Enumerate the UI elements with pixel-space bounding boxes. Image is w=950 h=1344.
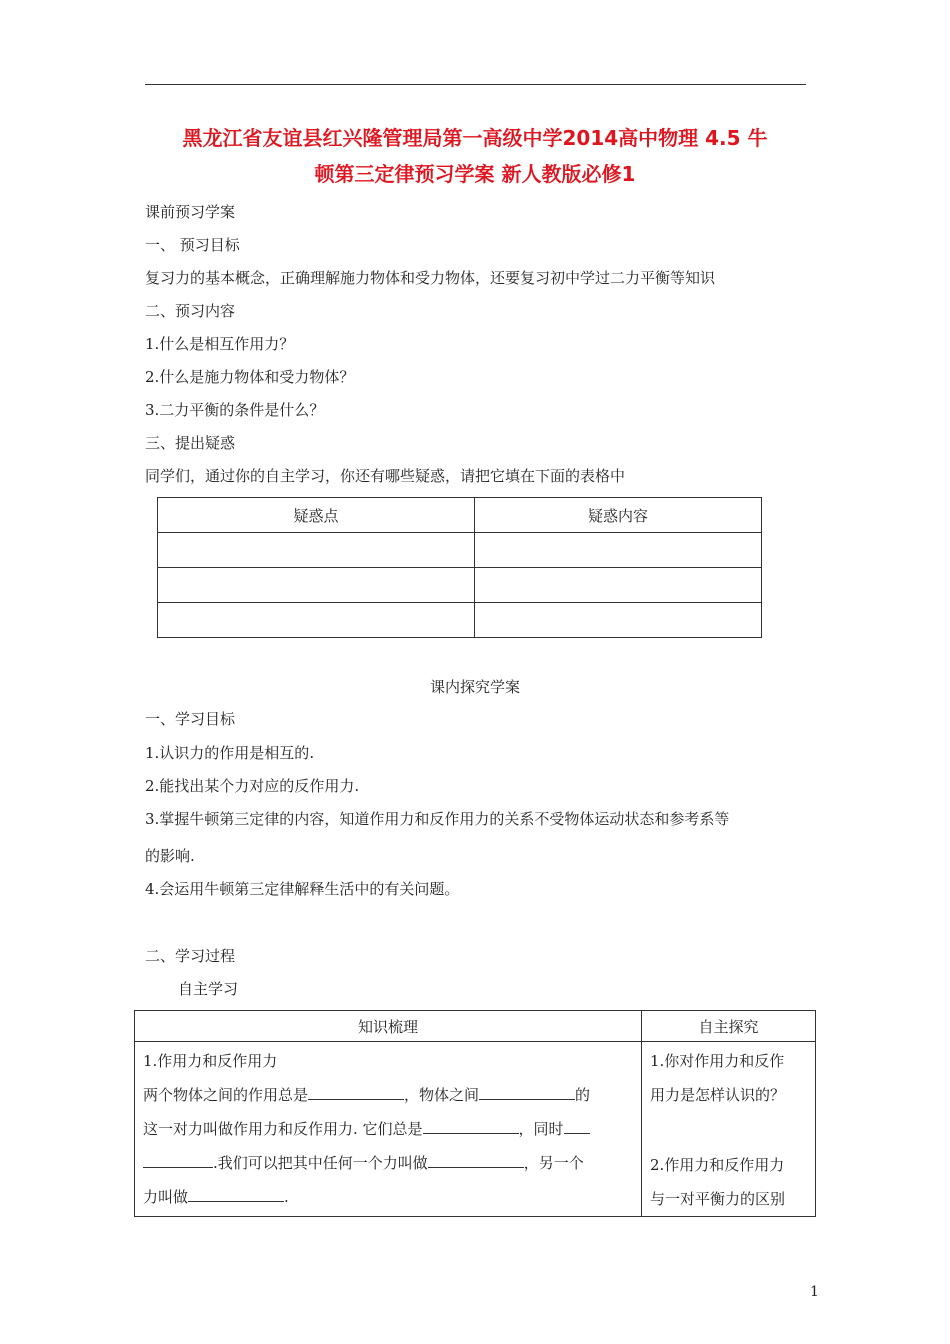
table-header-cell: 疑惑内容 (475, 498, 762, 533)
learning-goal-4: 4.会运用牛顿第三定律解释生活中的有关问题。 (145, 880, 460, 898)
knowledge-line-4: 力叫做 . (143, 1180, 633, 1214)
inquiry-cell (642, 1042, 816, 1217)
inquiry-2-line-2: 与一对平衡力的区别 (650, 1190, 786, 1208)
fill-blank[interactable] (308, 1083, 404, 1100)
page-number: 1 (810, 1284, 819, 1300)
title-line-2: 顿第三定律预习学案 新人教版必修1 (314, 162, 636, 186)
table-header-row (135, 1011, 816, 1042)
section-heading-preview: 课前预习学案 (145, 203, 236, 221)
section-heading-inclass: 课内探究学案 (429, 678, 520, 696)
table-header-row (158, 498, 762, 533)
learning-goals-heading: 一、学习目标 (145, 710, 236, 728)
knowledge-line-2: 这一对力叫做作用力和反作用力. 它们总是 ，同时 (143, 1112, 633, 1146)
question-3: 3.二力平衡的条件是什么？ (145, 401, 325, 419)
learning-goal-3-cont: 的影响. (145, 847, 195, 865)
inquiry-1-line-1: 1.你对作用力和反作 (650, 1052, 785, 1070)
doubts-instruction: 同学们，通过你的自主学习，你还有哪些疑惑，请把它填在下面的表格中 (145, 467, 626, 485)
title-line-1: 黑龙江省友谊县红兴隆管理局第一高级中学2014高中物理 4.5 牛 (182, 126, 768, 150)
knowledge-cell (135, 1042, 642, 1217)
learning-goal-1: 1.认识力的作用是相互的. (145, 744, 315, 762)
top-rule (145, 84, 806, 85)
learning-goal-3: 3.掌握牛顿第三定律的内容，知道作用力和反作用力的关系不受物体运动状态和参考系等 (145, 810, 730, 828)
fill-blank[interactable] (423, 1117, 519, 1134)
table-row (158, 568, 762, 603)
fill-blank[interactable] (428, 1151, 524, 1168)
table-cell[interactable] (158, 568, 475, 603)
question-1: 1.什么是相互作用力？ (145, 335, 295, 353)
table-row (158, 603, 762, 638)
process-heading: 二、学习过程 (145, 947, 236, 965)
fill-blank[interactable] (564, 1117, 590, 1134)
document-title (120, 120, 830, 192)
table-row (158, 533, 762, 568)
knowledge-title: 1.作用力和反作用力 (143, 1052, 278, 1070)
knowledge-line-1: 两个物体之间的作用总是 ，物体之间 的 (143, 1078, 633, 1112)
fill-blank[interactable] (479, 1083, 575, 1100)
fill-blank[interactable] (143, 1151, 213, 1168)
spacer (650, 1112, 807, 1148)
goals-heading: 一、 预习目标 (145, 236, 240, 254)
table-cell[interactable] (475, 533, 762, 568)
table-header-cell: 疑惑点 (158, 498, 475, 533)
content-heading: 二、预习内容 (145, 302, 236, 320)
table-header-cell: 自主探究 (642, 1011, 816, 1042)
table-row (135, 1042, 816, 1217)
doubts-heading: 三、提出疑惑 (145, 434, 236, 452)
fill-blank[interactable] (188, 1185, 284, 1202)
learning-goal-2: 2.能找出某个力对应的反作用力. (145, 777, 360, 795)
table-cell[interactable] (158, 603, 475, 638)
self-study-heading: 自主学习 (178, 980, 239, 998)
study-table (134, 1010, 816, 1217)
table-cell[interactable] (158, 533, 475, 568)
doubts-table (157, 497, 762, 638)
table-cell[interactable] (475, 603, 762, 638)
table-header-cell: 知识梳理 (135, 1011, 642, 1042)
goals-text: 复习力的基本概念，正确理解施力物体和受力物体，还要复习初中学过二力平衡等知识 (145, 269, 716, 287)
inquiry-1-line-2: 用力是怎样认识的？ (650, 1086, 786, 1104)
inquiry-2-line-1: 2.作用力和反作用力 (650, 1156, 785, 1174)
table-cell[interactable] (475, 568, 762, 603)
knowledge-line-3: .我们可以把其中任何一个力叫做 ，另一个 (143, 1146, 633, 1180)
question-2: 2.什么是施力物体和受力物体？ (145, 368, 355, 386)
